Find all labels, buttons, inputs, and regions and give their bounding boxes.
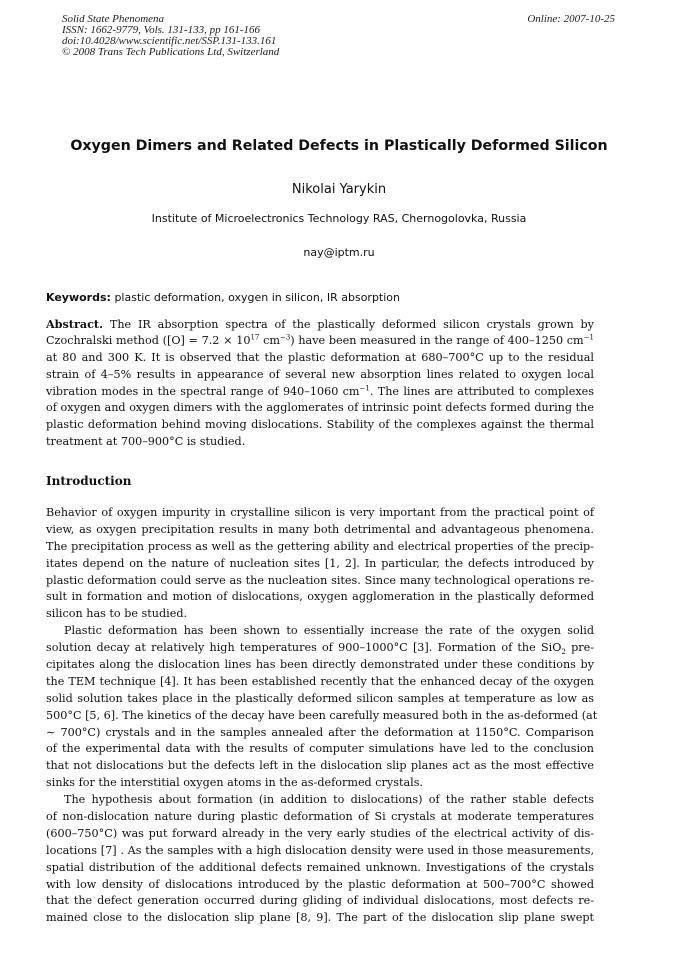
paragraph-text: solution decay at relatively high temperatures of 900–1000°C [3]. Formation of the SiO xyxy=(46,641,562,655)
keywords-text: plastic deformation, oxygen in silicon, IR absorption xyxy=(114,291,401,304)
paragraph-line: plastic deformation could serve as the nucleation sites. Since many technological operations re- xyxy=(46,573,594,587)
paper-title: Oxygen Dimers and Related Defects in Plastically Deformed Silicon xyxy=(70,138,608,154)
journal-copyright: © 2008 Trans Tech Publications Ltd, Switzerland xyxy=(62,46,280,58)
abstract-line xyxy=(46,333,594,350)
abstract-text: . The lines are attributed to complexes xyxy=(369,384,594,398)
abstract-label: Abstract. xyxy=(46,317,103,331)
journal-header xyxy=(62,14,279,58)
paragraph-line xyxy=(46,640,594,657)
paragraph-line: that the defect generation occurred during gliding of individual dislocations, most defects re- xyxy=(46,894,594,908)
paragraph-line: of the experimental data with the results of computer simulations have led to the conclusion xyxy=(46,742,594,756)
abstract-line: of oxygen and oxygen dimers with the agglomerates of intrinsic point defects formed during the xyxy=(46,401,594,415)
journal-doi: doi:10.4028/www.scientific.net/SSP.131-133.161 xyxy=(62,35,277,47)
superscript: −1 xyxy=(359,383,370,392)
paragraph-text: pre- xyxy=(565,641,595,655)
abstract-line: strain of 4–5% results in appearance of several new absorption lines related to oxygen local xyxy=(46,367,594,381)
paragraph-line: spatial distribution of the additional defects remained unknown. Investigations of the crystals xyxy=(46,860,594,874)
introduction-body xyxy=(46,505,598,927)
keywords xyxy=(46,291,646,304)
paragraph-line: view, as oxygen precipitation results in many both detrimental and advantageous phenomena. xyxy=(46,522,594,536)
paragraph-line: (600–750°C) was put forward already in the very early studies of the electrical activity of dis- xyxy=(46,826,594,840)
abstract-text: Czochralski method ([O] = 7.2 × 10 xyxy=(46,333,251,347)
paragraph-line: ∼ 700°C) crystals and in the samples annealed after the deformation at 1150°C. Comparison xyxy=(46,725,594,739)
abstract-line: treatment at 700–900°C is studied. xyxy=(46,435,246,449)
journal-name: Solid State Phenomena xyxy=(62,13,165,25)
paragraph-line: locations [7] . As the samples with a high dislocation density were used in those measurements, xyxy=(46,843,594,857)
abstract xyxy=(46,316,594,451)
paragraph-line: of non-dislocation nature during plastic deformation of Si crystals at moderate temperatures xyxy=(46,810,594,824)
paragraph-line: silicon has to be studied. xyxy=(46,607,188,621)
abstract-line xyxy=(46,316,594,333)
paragraph-line: with low density of dislocations introduced by the plastic deformation at 500–700°C showed xyxy=(46,877,594,891)
abstract-text: ) have been measured in the range of 400–1250 cm xyxy=(290,333,584,347)
paragraph-line: solid solution takes place in the plastically deformed silicon samples at temperature as low as xyxy=(46,691,594,705)
author-name: Nikolai Yarykin xyxy=(291,182,387,197)
author-affiliation: Institute of Microelectronics Technology RAS, Chernogolovka, Russia xyxy=(151,212,527,225)
paragraph-line: that not dislocations but the defects left in the dislocation slip planes act as the most effective xyxy=(46,759,594,773)
paragraph-line: cipitates along the dislocation lines has been directly demonstrated under these conditions by xyxy=(46,658,594,672)
paragraph-line: The hypothesis about formation (in addition to dislocations) of the rather stable defects xyxy=(64,793,594,807)
superscript: −1 xyxy=(583,333,594,342)
abstract-line xyxy=(46,384,594,401)
online-date: Online: 2007-10-25 xyxy=(527,13,615,25)
paragraph-line: mained close to the dislocation slip plane [8, 9]. The part of the dislocation slip plane swept xyxy=(46,911,594,925)
paragraph-line: sult in formation and motion of dislocations, oxygen agglomeration in the plastically deformed xyxy=(46,590,594,604)
section-heading-introduction: Introduction xyxy=(46,474,132,488)
superscript: 17 xyxy=(250,333,260,342)
journal-issn: ISSN: 1662-9779, Vols. 131-133, pp 161-166 xyxy=(62,24,260,36)
superscript: −3 xyxy=(279,333,291,342)
paragraph-line: sinks for the interstitial oxygen atoms in the as-deformed crystals. xyxy=(46,776,423,790)
abstract-text: vibration modes in the spectral range of 940–1060 cm xyxy=(46,384,360,398)
author-email: nay@iptm.ru xyxy=(303,246,375,259)
paragraph-line: the TEM technique [4]. It has been established recently that the enhanced decay of the oxygen xyxy=(46,674,594,688)
abstract-line: at 80 and 300 K. It is observed that the plastic deformation at 680–700°C up to the residual xyxy=(46,350,594,364)
abstract-line: plastic deformation behind moving dislocations. Stability of the complexes against the thermal xyxy=(46,418,594,432)
paragraph-line: Behavior of oxygen impurity in crystalline silicon is very important from the practical point of xyxy=(46,506,594,519)
keywords-label: Keywords: xyxy=(46,291,111,304)
abstract-text: cm xyxy=(259,333,280,347)
paragraph-line: Plastic deformation has been shown to essentially increase the rate of the oxygen solid xyxy=(64,624,594,638)
abstract-text: The IR absorption spectra of the plastically deformed silicon crystals grown by xyxy=(109,318,595,331)
paragraph-line: 500°C [5, 6]. The kinetics of the decay have been carefully measured both in the as-deformed (at xyxy=(46,708,598,722)
paragraph-line: itates depend on the nature of nucleation sites [1, 2]. In particular, the defects introduced by xyxy=(46,556,594,570)
paragraph-line: The precipitation process as well as the gettering ability and electrical properties of the precip- xyxy=(46,539,594,553)
subscript: 2 xyxy=(561,648,566,657)
